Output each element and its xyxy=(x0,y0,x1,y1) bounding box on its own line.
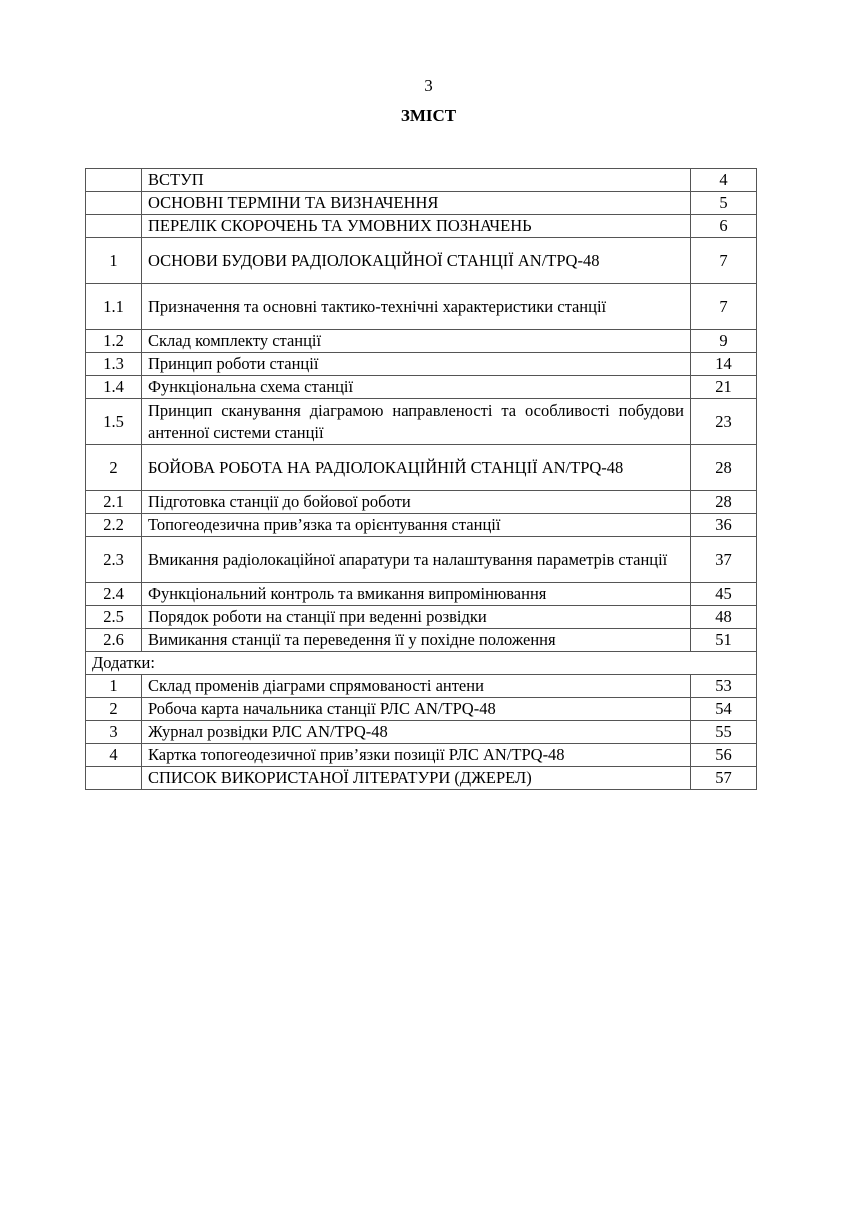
toc-row-number: 2.1 xyxy=(86,491,142,514)
toc-row-page: 55 xyxy=(691,721,757,744)
toc-row-number: 1.2 xyxy=(86,330,142,353)
toc-row-number xyxy=(86,169,142,192)
toc-row-title: Призначення та основні тактико-технічні характеристики станції xyxy=(142,284,691,330)
toc-row-page: 54 xyxy=(691,698,757,721)
toc-row-number: 1.5 xyxy=(86,399,142,445)
toc-row-title: Робоча карта начальника станції РЛС AN/TPQ-48 xyxy=(142,698,691,721)
toc-row-title: СПИСОК ВИКОРИСТАНОЇ ЛІТЕРАТУРИ (ДЖЕРЕЛ) xyxy=(142,767,691,790)
toc-row-number: 1 xyxy=(86,238,142,284)
toc-row-title: ОСНОВИ БУДОВИ РАДІОЛОКАЦІЙНОЇ СТАНЦІЇ AN/TPQ-48 xyxy=(142,238,691,284)
toc-row xyxy=(86,629,757,652)
toc-row xyxy=(86,721,757,744)
toc-row xyxy=(86,583,757,606)
toc-row-number: 1.3 xyxy=(86,353,142,376)
appendix-header-row xyxy=(86,652,757,675)
toc-row xyxy=(86,744,757,767)
toc-row-title: Склад комплекту станції xyxy=(142,330,691,353)
toc-row xyxy=(86,606,757,629)
toc-row-title: Функціональний контроль та вмикання випромінювання xyxy=(142,583,691,606)
page-number: 3 xyxy=(424,76,433,95)
toc-row-page: 56 xyxy=(691,744,757,767)
toc-row xyxy=(86,353,757,376)
toc-row-title: ОСНОВНІ ТЕРМІНИ ТА ВИЗНАЧЕННЯ xyxy=(142,192,691,215)
toc-row xyxy=(86,767,757,790)
toc-row xyxy=(86,698,757,721)
toc-row xyxy=(86,514,757,537)
toc-row xyxy=(86,192,757,215)
table-of-contents xyxy=(85,168,757,790)
toc-row-title: ВСТУП xyxy=(142,169,691,192)
toc-row-title: Склад променів діаграми спрямованості антени xyxy=(142,675,691,698)
toc-row-number: 2 xyxy=(86,445,142,491)
toc-row xyxy=(86,238,757,284)
page-title: ЗМІСТ xyxy=(400,106,457,125)
toc-row-title: Принцип роботи станції xyxy=(142,353,691,376)
toc-row-number: 2.5 xyxy=(86,606,142,629)
toc-row xyxy=(86,675,757,698)
toc-row xyxy=(86,491,757,514)
toc-row-title: Картка топогеодезичної прив’язки позиції РЛС AN/TPQ-48 xyxy=(142,744,691,767)
toc-row xyxy=(86,537,757,583)
toc-row-title: Топогеодезична прив’язка та орієнтування станції xyxy=(142,514,691,537)
toc-row-number: 2.3 xyxy=(86,537,142,583)
toc-row-number: 2.6 xyxy=(86,629,142,652)
toc-row-page: 48 xyxy=(691,606,757,629)
toc-row-page: 6 xyxy=(691,215,757,238)
toc-row-title: Принцип сканування діаграмою направленості та особливості побудови антенної системи станції xyxy=(142,399,691,445)
appendix-label: Додатки: xyxy=(86,652,757,675)
toc-body xyxy=(86,169,757,790)
toc-row xyxy=(86,215,757,238)
toc-row-number: 2 xyxy=(86,698,142,721)
toc-row-number: 2.4 xyxy=(86,583,142,606)
toc-row-number xyxy=(86,215,142,238)
toc-row-title: Вимикання станції та переведення її у похідне положення xyxy=(142,629,691,652)
toc-row xyxy=(86,330,757,353)
toc-row xyxy=(86,399,757,445)
toc-row-number xyxy=(86,767,142,790)
toc-row-page: 28 xyxy=(691,491,757,514)
toc-row-number: 2.2 xyxy=(86,514,142,537)
toc-row-page: 57 xyxy=(691,767,757,790)
toc-row-title: Журнал розвідки РЛС AN/TPQ-48 xyxy=(142,721,691,744)
toc-row-title: Підготовка станції до бойової роботи xyxy=(142,491,691,514)
toc-row-title: БОЙОВА РОБОТА НА РАДІОЛОКАЦІЙНІЙ СТАНЦІЇ AN/TPQ-48 xyxy=(142,445,691,491)
toc-row xyxy=(86,376,757,399)
toc-row-page: 9 xyxy=(691,330,757,353)
toc-row-number: 1.4 xyxy=(86,376,142,399)
toc-row-number: 4 xyxy=(86,744,142,767)
toc-row-number: 3 xyxy=(86,721,142,744)
toc-row-page: 37 xyxy=(691,537,757,583)
toc-row xyxy=(86,169,757,192)
toc-row-page: 51 xyxy=(691,629,757,652)
toc-row-page: 45 xyxy=(691,583,757,606)
toc-row-page: 23 xyxy=(691,399,757,445)
toc-row-number: 1.1 xyxy=(86,284,142,330)
toc-row-page: 4 xyxy=(691,169,757,192)
toc-row-page: 36 xyxy=(691,514,757,537)
toc-row-number xyxy=(86,192,142,215)
toc-row-page: 21 xyxy=(691,376,757,399)
toc-row-title: Порядок роботи на станції при веденні розвідки xyxy=(142,606,691,629)
toc-row-title: Вмикання радіолокаційної апаратури та налаштування параметрів станції xyxy=(142,537,691,583)
toc-row-page: 5 xyxy=(691,192,757,215)
toc-row xyxy=(86,445,757,491)
toc-row-page: 7 xyxy=(691,284,757,330)
toc-row-number: 1 xyxy=(86,675,142,698)
toc-row-page: 14 xyxy=(691,353,757,376)
toc-row-page: 7 xyxy=(691,238,757,284)
toc-row-title: ПЕРЕЛІК СКОРОЧЕНЬ ТА УМОВНИХ ПОЗНАЧЕНЬ xyxy=(142,215,691,238)
toc-row-page: 53 xyxy=(691,675,757,698)
toc-row-page: 28 xyxy=(691,445,757,491)
toc-row-title: Функціональна схема станції xyxy=(142,376,691,399)
toc-row xyxy=(86,284,757,330)
